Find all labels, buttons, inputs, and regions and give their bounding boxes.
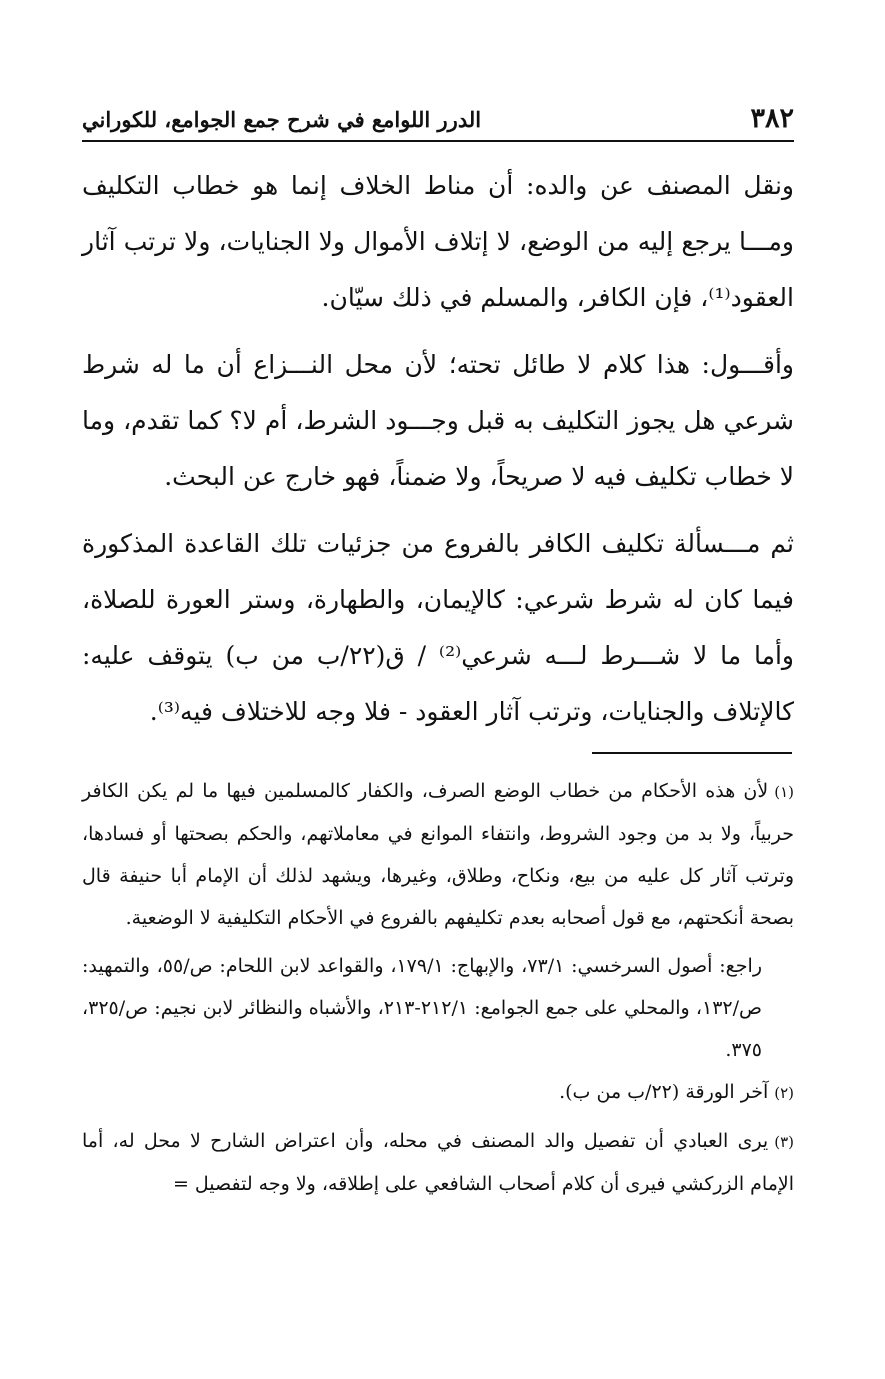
footnote-text: لأن هذه الأحكام من خطاب الوضع الصرف، والكفار كالمسلمين فيها ما لم يكن الكافر حربياً، ولا بد من وجود الشروط، وانتفاء الموانع في معاملاتهم، والحكم بصحتها أو فسادها، وترتب آثار كل عليه من بيع، ونكاح، وطلاق، وغيرها، ويشهد لذلك أن الإمام أبا حنيفة قال بصحة أنكحتهم، مع قول أصحابه بعدم تكليفهم بالفروع في الأحكام التكليفية لا الوضعية. xyxy=(82,780,794,929)
footnote-text: راجع: أصول السرخسي: ٧٣/١، والإبهاج: ١٧٩/١، والقواعد لابن اللحام: ص/٥٥، والتمهيد: ص/١٣٢، والمحلي على جمع الجوامع: ٢١٢/١-٢١٣، والأشباه والنظائر لابن نجيم: ص/٣٢٥، ٣٧٥. xyxy=(82,955,763,1061)
page-header xyxy=(82,98,794,142)
paragraph: وأقـــول: هذا كلام لا طائل تحته؛ لأن محل النـــزاع أن ما له شرط شرعي هل يجوز التكليف به قبل وجـــود الشرط، أم لا؟ كما تقدم، وما لا خطاب تكليف فيه لا صريحاً، ولا ضمناً، فهو خارج عن البحث. xyxy=(82,350,794,491)
main-text xyxy=(82,158,794,751)
footnote-text: يرى العبادي أن تفصيل والد المصنف في محله، وأن اعتراض الشارح لا محل له، أما الإمام الزركشي فيرى أن كلام أصحاب الشافعي على إطلاقه، ولا وجه لتفصيل = xyxy=(82,1130,794,1195)
footnote xyxy=(82,770,794,939)
footnote-marker: (٣) xyxy=(774,1133,794,1151)
footnotes xyxy=(82,770,794,1205)
footnote-marker: (١) xyxy=(774,783,794,801)
footnote xyxy=(82,945,794,1071)
paragraph: ونقل المصنف عن والده: أن مناط الخلاف إنما هو خطاب التكليف ومـــا يرجع إليه من الوضع، لا إتلاف الأموال ولا الجنايات، ولا ترتب آثار العقود⁽¹⁾، فإن الكافر، والمسلم في ذلك سيّان. xyxy=(82,171,794,312)
footnote xyxy=(82,1071,794,1114)
footnote-text: آخر الورقة (٢٢/ب من ب). xyxy=(559,1081,769,1103)
paragraph: ثم مـــسألة تكليف الكافر بالفروع من جزئيات تلك القاعدة المذكورة فيما كان له شرط شرعي: كالإيمان، والطهارة، وستر العورة للصلاة، وأما ما لا شـــرط لـــه شرعي⁽²⁾ / ق(٢٢/ب من ب) يتوقف عليه: كالإتلاف والجنايات، وترتب آثار العقود - فلا وجه للاختلاف فيه⁽³⁾. xyxy=(82,529,795,726)
footnote-marker: (٢) xyxy=(774,1084,794,1102)
footnote-divider xyxy=(592,752,792,754)
running-title: الدرر اللوامع في شرح جمع الجوامع، للكوراني xyxy=(82,107,482,132)
footnote xyxy=(82,1120,794,1205)
page-number: ٣٨٢ xyxy=(750,103,794,134)
